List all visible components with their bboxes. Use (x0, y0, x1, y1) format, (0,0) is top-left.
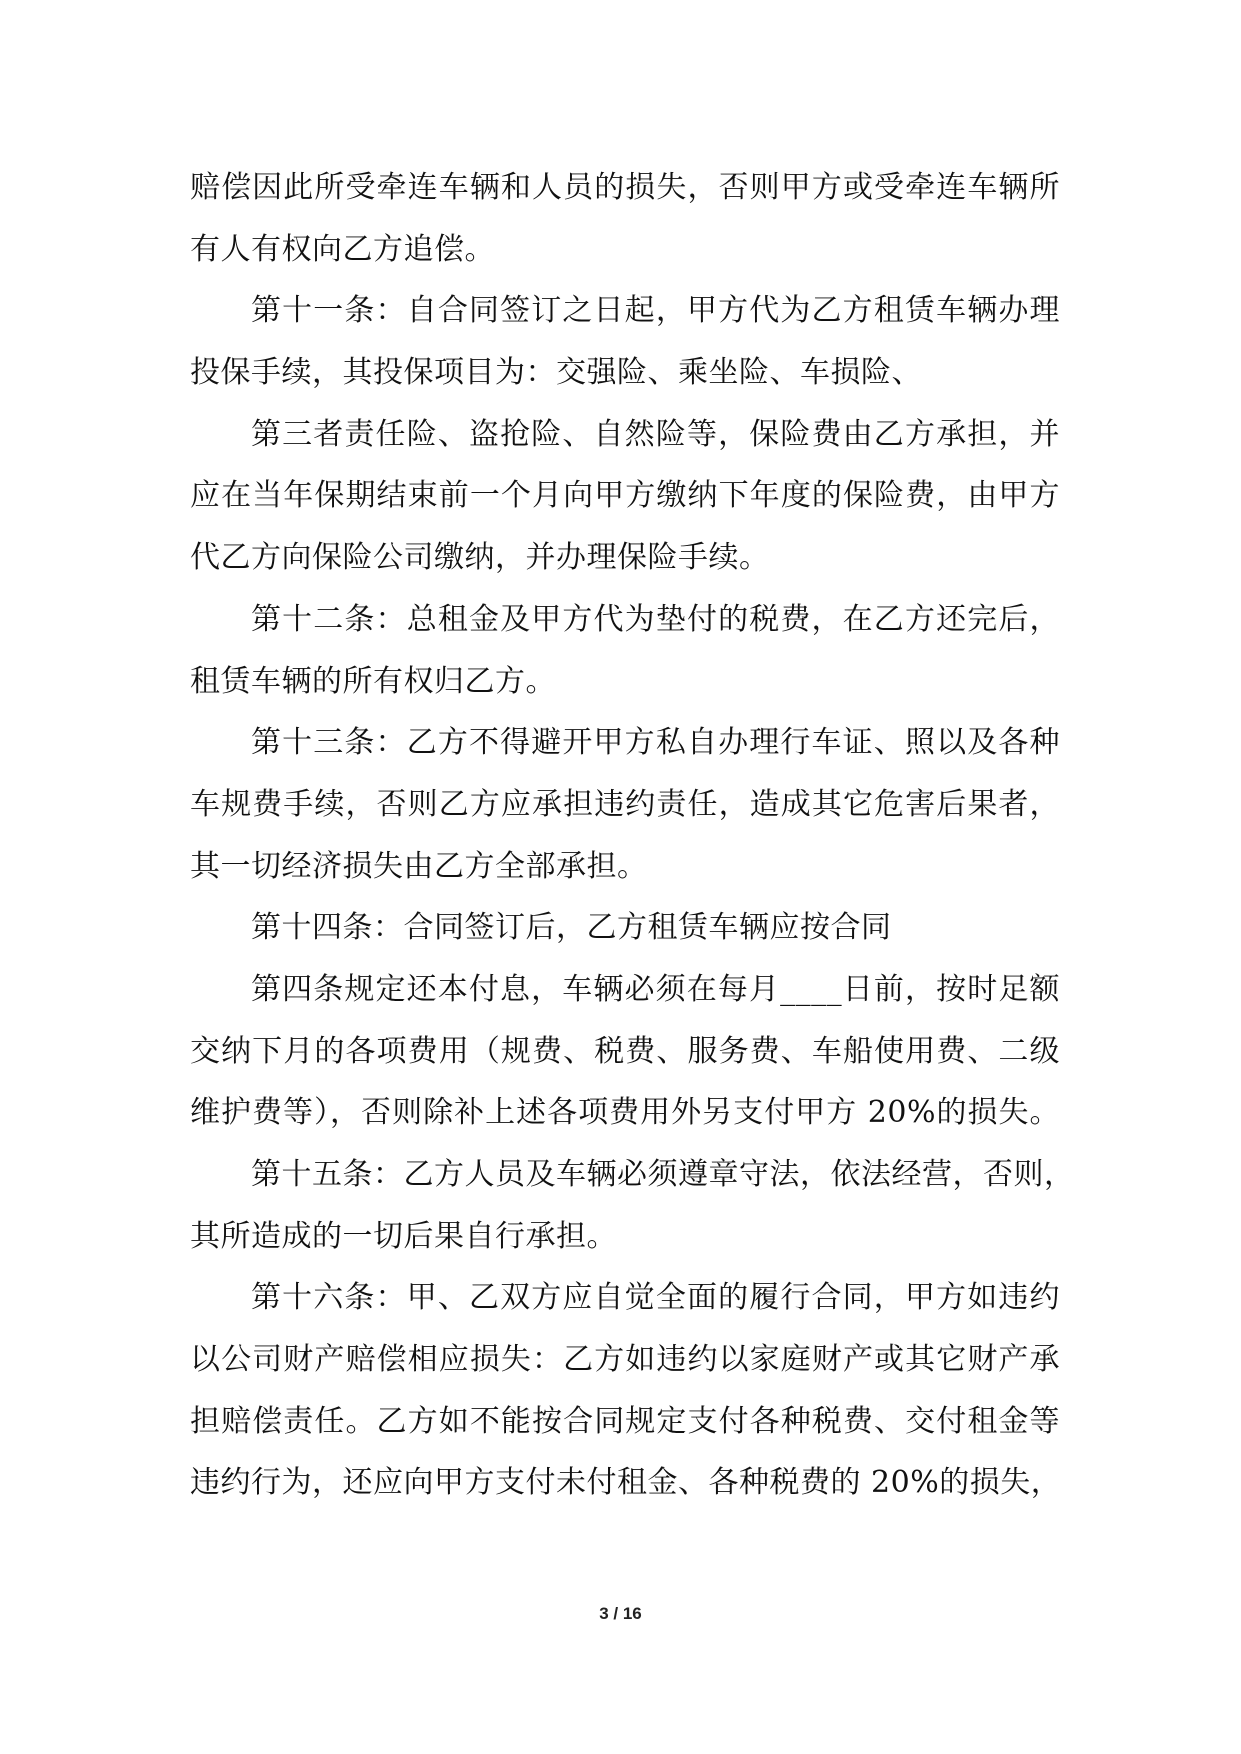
text-line: 有人有权向乙方追偿。 (190, 231, 495, 267)
text-line: 交纳下月的各项费用（规费、税费、服务费、车船使用费、二级 (190, 1033, 1060, 1069)
text-line: 第十六条：甲、乙双方应自觉全面的履行合同，甲方如违约 (251, 1280, 1060, 1316)
text-line: 代乙方向保险公司缴纳，并办理保险手续。 (190, 540, 770, 576)
text-line: 车规费手续，否则乙方应承担违约责任，造成其它危害后果者， (190, 786, 1060, 822)
text-line: 第十二条：总租金及甲方代为垫付的税费，在乙方还完后， (251, 601, 1060, 637)
text-line: 应在当年保期结束前一个月向甲方缴纳下年度的保险费，由甲方 (190, 478, 1060, 514)
text-line: 第十四条：合同签订后，乙方租赁车辆应按合同 (251, 910, 892, 946)
text-line: 第四条规定还本付息，车辆必须在每月____日前，按时足额 (251, 971, 1060, 1007)
text-line: 投保手续，其投保项目为：交强险、乘坐险、车损险、 (190, 355, 922, 391)
text-line: 第三者责任险、盗抢险、自然险等，保险费由乙方承担，并 (251, 416, 1060, 452)
text-line: 违约行为，还应向甲方支付未付租金、各种税费的 20%的损失， (190, 1465, 1062, 1501)
text-line: 担赔偿责任。乙方如不能按合同规定支付各种税费、交付租金等 (190, 1403, 1060, 1439)
text-line: 租赁车辆的所有权归乙方。 (190, 663, 556, 699)
text-line: 其一切经济损失由乙方全部承担。 (190, 848, 648, 884)
page-number: 3 / 16 (599, 1604, 642, 1623)
text-line: 第十五条：乙方人员及车辆必须遵章守法，依法经营，否则， (251, 1157, 1075, 1192)
text-line: 赔偿因此所受牵连车辆和人员的损失，否则甲方或受牵连车辆所 (190, 170, 1060, 205)
text-line: 以公司财产赔偿相应损失：乙方如违约以家庭财产或其它财产承 (190, 1342, 1060, 1378)
text-line: 第十三条：乙方不得避开甲方私自办理行车证、照以及各种 (251, 725, 1060, 761)
document-body (190, 157, 1075, 1514)
text-line: 其所造成的一切后果自行承担。 (190, 1218, 617, 1254)
text-line: 第十一条：自合同签订之日起，甲方代为乙方租赁车辆办理 (251, 293, 1060, 329)
text-line: 维护费等），否则除补上述各项费用外另支付甲方 20%的损失。 (190, 1095, 1060, 1131)
